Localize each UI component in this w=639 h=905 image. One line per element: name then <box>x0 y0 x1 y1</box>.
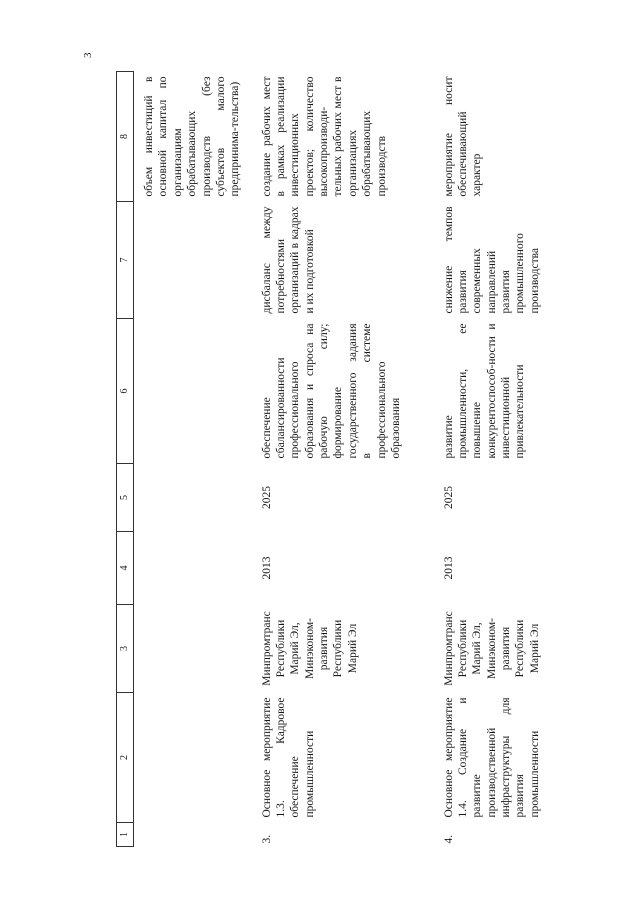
row-number: 4. <box>442 834 455 844</box>
consequences: снижение темпов развития современных направлений развития промышленного производства <box>442 206 541 314</box>
measure-name: Основное мероприятие 1.3. Кадровое обеспечение промышленности <box>260 697 316 818</box>
executor: Минпромтранс Республики Марий Эл, Минэконом-развития Республики Марий Эл <box>260 611 359 686</box>
table-header-row <box>117 72 134 847</box>
start-year: 2013 <box>442 556 455 580</box>
measure-name: Основное мероприятие 1.4. Создание и развитие производственной инфраструктуры для развития промышленности <box>442 697 541 818</box>
header-col-7: 7 <box>117 202 134 319</box>
executor: Минпромтранс Республики Марий Эл, Минэконом-развития Республики Марий Эл <box>442 611 541 686</box>
header-col-2: 2 <box>117 693 134 823</box>
page-number: 3 <box>82 52 94 58</box>
header-col-8: 8 <box>117 72 134 202</box>
expected-result: развитие промышленности, ее повышение конкурентоспособ-ности и инвестиционной привлекательности <box>442 323 527 459</box>
table-row-continuation <box>134 72 252 847</box>
rotated-table-container <box>116 72 586 847</box>
header-col-3: 3 <box>117 605 134 693</box>
start-year: 2013 <box>260 556 273 580</box>
indicator-continuation: объем инвестиций в основной капитал по организациям обрабатывающих производств (без субъектов малого предпринима-тельства) <box>143 76 242 197</box>
header-col-5: 5 <box>117 464 134 532</box>
end-year: 2025 <box>260 486 273 509</box>
header-col-6: 6 <box>117 319 134 464</box>
consequences: дисбаланс между потребностями организаций в кадрах и их подготовкой <box>260 206 316 314</box>
expected-result: обеспечение сбалансированности профессионального образования и спроса на рабочую силу; формирование государственного задания в системе профессионального образования <box>260 323 402 459</box>
header-col-4: 4 <box>117 532 134 605</box>
row-number: 3. <box>260 834 273 844</box>
measures-table <box>116 71 607 847</box>
header-col-1: 1 <box>117 823 134 847</box>
table-row <box>430 72 607 847</box>
indicators: мероприятие носит обеспечивающий характер <box>442 76 484 197</box>
end-year: 2025 <box>442 486 455 509</box>
table-row <box>252 72 430 847</box>
indicators: создание рабочих мест в рамках реализации инвестиционных проектов; количество высокопроизводи-тельных рабочих мест в организациях обрабатывающих производств <box>260 76 388 197</box>
